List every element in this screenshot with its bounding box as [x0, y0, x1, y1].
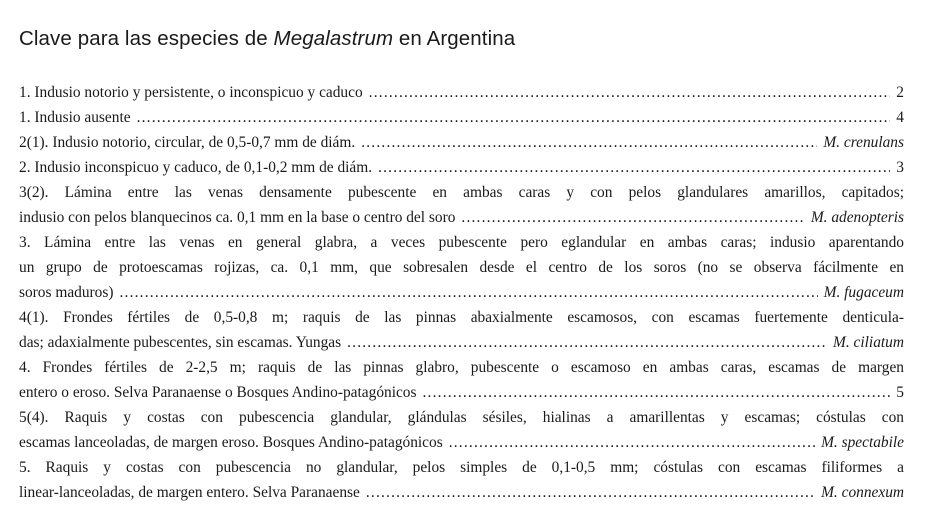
key-entry-text: linear-lanceoladas, de margen entero. Selva Paranaense [19, 484, 360, 501]
key-entry [19, 155, 904, 180]
key-entry-line: 4(1). Frondes fértiles de 0,5-0,8 m; raquis de las pinnas abaxialmente escamosos, con escamas fuertemente denticula- [19, 309, 904, 326]
species-name: M. connexum [821, 484, 904, 501]
dot-leader [137, 105, 891, 130]
key-entry-final-line [19, 280, 904, 305]
key-entry [19, 405, 904, 455]
dot-leader [423, 380, 891, 405]
key-entry-text: escamas lanceoladas, de margen eroso. Bosques Andino-patagónicos [19, 434, 443, 451]
dot-leader [369, 80, 891, 105]
key-entry [19, 80, 904, 105]
key-entry-line: un grupo de protoescamas rojizas, ca. 0,1 mm, que sobresalen desde el centro de los soros (no se observa fácilmente en [19, 259, 904, 276]
species-name: M. spectabile [821, 434, 904, 451]
key-entry-final-line [19, 105, 904, 130]
identification-key [19, 80, 904, 505]
key-entry-line: 5. Raquis y costas con pubescencia no glandular, pelos simples de 0,1-0,5 mm; cóstulas con escamas filiformes a [19, 459, 904, 476]
dot-leader [347, 330, 827, 355]
key-entry-text: entero o eroso. Selva Paranaense o Bosques Andino-patagónicos [19, 384, 417, 401]
key-entry-line: 3(2). Lámina entre las venas densamente pubescente en ambas caras y con pelos glandulares amarillos, capitados; [19, 184, 904, 201]
species-name: M. fugaceum [823, 284, 904, 301]
key-entry-final-line [19, 430, 904, 455]
dot-leader [378, 155, 890, 180]
key-entry [19, 230, 904, 305]
key-entry-final-line [19, 130, 904, 155]
couplet-number: 4 [896, 109, 904, 126]
key-entry-text: soros maduros) [19, 284, 114, 301]
key-entry [19, 455, 904, 505]
key-entry [19, 355, 904, 405]
key-entry-line: 3. Lámina entre las venas en general glabra, a veces pubescente pero eglandular en ambas caras; indusio aparentando [19, 234, 904, 251]
key-entry-text: 2. Indusio inconspicuo y caduco, de 0,1-0,2 mm de diám. [19, 159, 373, 176]
couplet-number: 5 [896, 384, 904, 401]
key-entry [19, 180, 904, 230]
key-entry [19, 105, 904, 130]
species-name: M. adenopteris [810, 209, 904, 226]
key-entry-text: 1. Indusio ausente [19, 109, 131, 126]
key-entry [19, 305, 904, 355]
key-entry-line: 5(4). Raquis y costas con pubescencia glandular, glándulas sésiles, hialinas a amarillentas y escamas; cóstulas con [19, 409, 904, 426]
title-genus: Megalastrum [273, 27, 394, 50]
title-text-before: Clave para las especies de [19, 27, 274, 50]
key-entry-text: das; adaxialmente pubescentes, sin escamas. Yungas [19, 334, 342, 351]
dot-leader [119, 280, 817, 305]
key-entry-text: 2(1). Indusio notorio, circular, de 0,5-0,7 mm de diám. [19, 134, 356, 151]
dot-leader [366, 480, 815, 505]
key-entry-line: 4. Frondes fértiles de 2-2,5 m; raquis de las pinnas glabro, pubescente o escamoso en ambas caras, escamas de margen [19, 359, 904, 376]
key-entry-final-line [19, 480, 904, 505]
dot-leader [461, 205, 804, 230]
couplet-number: 3 [896, 159, 904, 176]
key-entry-final-line [19, 380, 904, 405]
couplet-number: 2 [896, 84, 904, 101]
key-entry-text: 1. Indusio notorio y persistente, o inconspicuo y caduco [19, 84, 363, 101]
page-title [19, 27, 515, 51]
key-entry-final-line [19, 80, 904, 105]
key-entry-final-line [19, 155, 904, 180]
species-name: M. ciliatum [833, 334, 904, 351]
key-entry [19, 130, 904, 155]
species-name: M. crenulans [823, 134, 904, 151]
key-entry-text: indusio con pelos blanquecinos ca. 0,1 mm en la base o centro del soro [19, 209, 456, 226]
dot-leader [449, 430, 815, 455]
dot-leader [361, 130, 817, 155]
title-text-after: en Argentina [393, 27, 516, 50]
key-entry-final-line [19, 205, 904, 230]
key-entry-final-line [19, 330, 904, 355]
